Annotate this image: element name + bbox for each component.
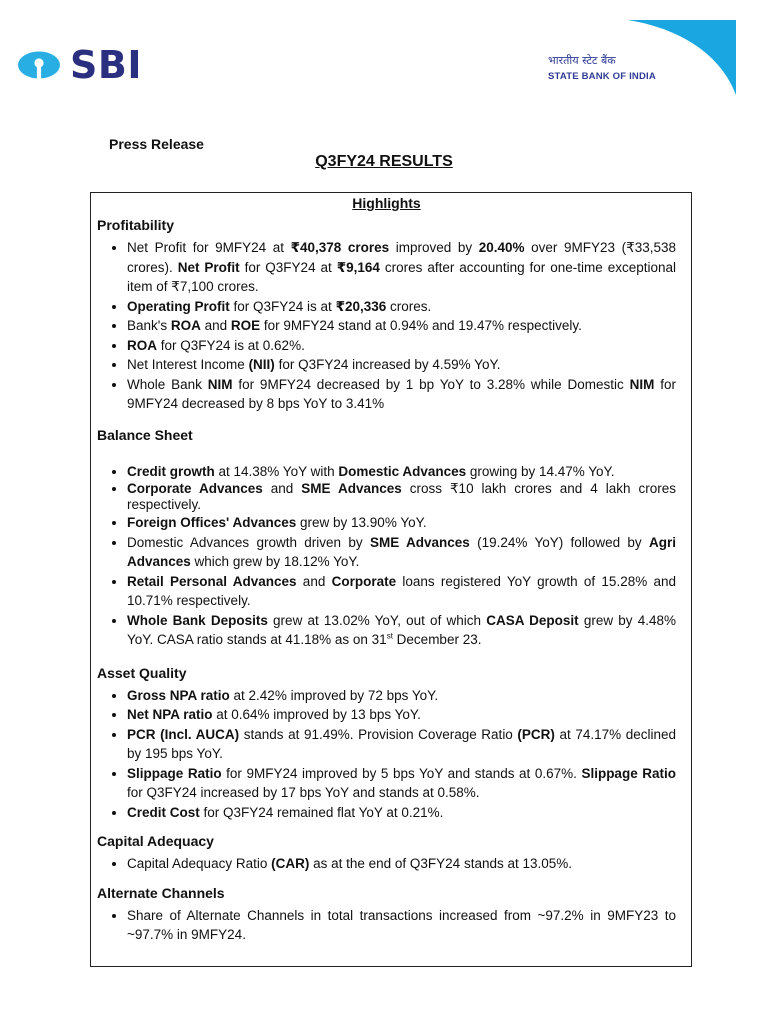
sbi-logo xyxy=(16,43,142,87)
bullet-list xyxy=(97,238,676,414)
list-item: • Credit growth at 14.38% YoY with Domestic Advances growing by 14.47% YoY. xyxy=(127,462,676,482)
bank-name-english: STATE BANK OF INDIA xyxy=(548,71,656,82)
list-item: • Bank's ROA and ROE for 9MFY24 stand at 0.94% and 19.47% respectively. xyxy=(127,316,676,336)
sbi-keyhole-icon xyxy=(16,50,62,80)
section-heading: Capital Adequacy xyxy=(97,833,214,849)
section-heading: Asset Quality xyxy=(97,664,187,681)
highlights-box xyxy=(90,192,692,967)
page-title: Q3FY24 RESULTS xyxy=(315,153,453,170)
list-item: • PCR (Incl. AUCA) stands at 91.49%. Provision Coverage Ratio (PCR) at 74.17% declined by 195 bps YoY. xyxy=(127,725,676,764)
list-item: • Domestic Advances growth driven by SME Advances (19.24% YoY) followed by Agri Advances which grew by 18.12% YoY. xyxy=(127,533,676,572)
list-item: • Foreign Offices' Advances grew by 13.90% YoY. xyxy=(127,513,676,533)
list-item: • Net Interest Income (NII) for Q3FY24 increased by 4.59% YoY. xyxy=(127,355,676,375)
list-item: • Capital Adequacy Ratio (CAR) as at the end of Q3FY24 stands at 13.05%. xyxy=(127,854,676,874)
press-release-label: Press Release xyxy=(109,136,204,152)
bullet-list xyxy=(97,854,676,874)
list-item: • Share of Alternate Channels in total transactions increased from ~97.2% in 9MFY23 to ~97.7% in 9MFY24. xyxy=(127,906,676,945)
list-item: • Net NPA ratio at 0.64% improved by 13 bps YoY. xyxy=(127,705,676,725)
list-item: • ROA for Q3FY24 is at 0.62%. xyxy=(127,336,676,356)
list-item: • Whole Bank NIM for 9MFY24 decreased by 1 bp YoY to 3.28% while Domestic NIM for 9MFY24 decreased by 8 bps YoY to 3.41% xyxy=(127,375,676,414)
bank-name-block xyxy=(548,54,656,84)
bullet-list xyxy=(97,906,676,945)
highlights-heading: Highlights xyxy=(352,195,421,211)
list-item: • Slippage Ratio for 9MFY24 improved by 5 bps YoY and stands at 0.67%. Slippage Ratio for Q3FY24 increased by 17 bps YoY and stands at 0.58%. xyxy=(127,764,676,803)
section-heading: Profitability xyxy=(97,217,175,233)
bullet-list xyxy=(97,462,676,650)
section-heading: Alternate Channels xyxy=(97,884,225,901)
list-item: • Credit Cost for Q3FY24 remained flat YoY at 0.21%. xyxy=(127,803,676,823)
list-item: • Operating Profit for Q3FY24 is at ₹20,336 crores. xyxy=(127,297,676,317)
list-item: • Whole Bank Deposits grew at 13.02% YoY, out of which CASA Deposit grew by 4.48% YoY. CASA ratio stands at 41.18% as on 31st December 23. xyxy=(127,611,676,650)
list-item: • Retail Personal Advances and Corporate loans registered YoY growth of 15.28% and 10.71% respectively. xyxy=(127,572,676,611)
logo-text: SBI xyxy=(70,43,142,87)
section-heading: Balance Sheet xyxy=(97,426,193,443)
bullet-list xyxy=(97,686,676,823)
list-item: • Net Profit for 9MFY24 at ₹40,378 crores improved by 20.40% over 9MFY23 (₹33,538 crores). Net Profit for Q3FY24 at ₹9,164 crores after accounting for one-time exceptional item of ₹7,100 crores. xyxy=(127,238,676,297)
list-item: • Corporate Advances and SME Advances cross ₹10 lakh crores and 4 lakh crores respectively. xyxy=(127,481,676,513)
bank-name-hindi: भारतीय स्टेट बैंक xyxy=(548,54,616,67)
sections-container xyxy=(97,216,676,945)
list-item: • Gross NPA ratio at 2.42% improved by 72 bps YoY. xyxy=(127,686,676,706)
